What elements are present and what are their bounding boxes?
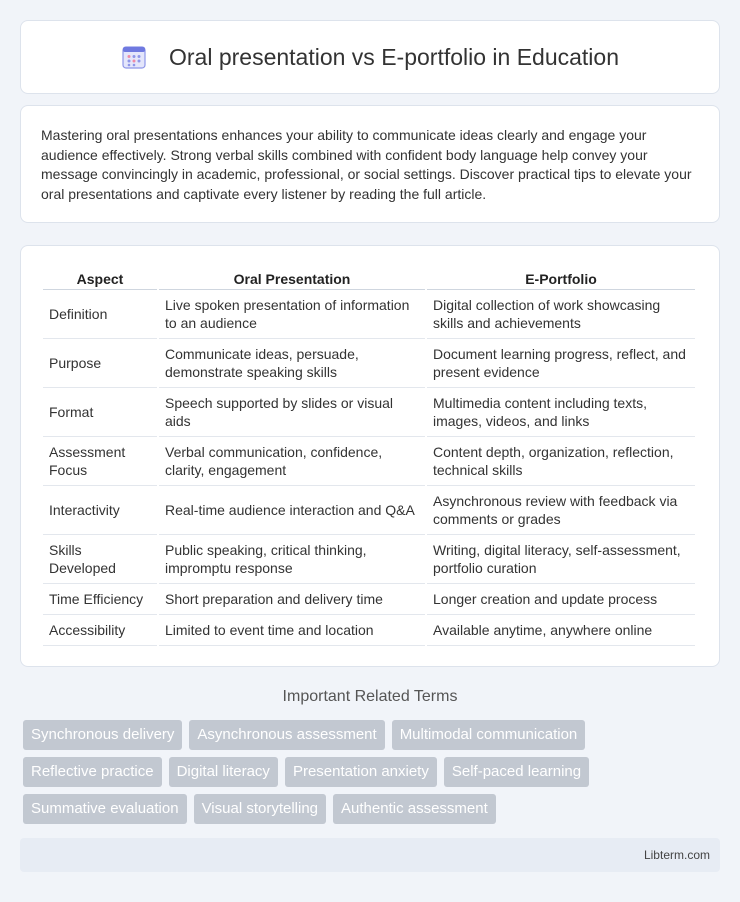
cell-eportfolio: Digital collection of work showcasing skills and achievements (427, 290, 695, 339)
cell-oral: Verbal communication, confidence, clarity, engagement (159, 437, 425, 486)
table-row (43, 339, 695, 388)
cell-eportfolio: Asynchronous review with feedback via comments or grades (427, 486, 695, 535)
cell-oral: Real-time audience interaction and Q&A (159, 486, 425, 535)
cell-oral: Short preparation and delivery time (159, 584, 425, 615)
related-term-tag[interactable]: Self-paced learning (444, 757, 589, 787)
cell-oral: Public speaking, critical thinking, impromptu response (159, 535, 425, 584)
cell-eportfolio: Longer creation and update process (427, 584, 695, 615)
intro-card (20, 105, 720, 223)
cell-aspect: Accessibility (43, 615, 157, 646)
related-term-tag[interactable]: Presentation anxiety (285, 757, 437, 787)
page-title: Oral presentation vs E-portfolio in Education (168, 43, 620, 70)
header-oral-presentation: Oral Presentation (159, 266, 425, 290)
table-header-row (43, 266, 695, 290)
table-row (43, 584, 695, 615)
cell-aspect: Format (43, 388, 157, 437)
related-term-tag[interactable]: Synchronous delivery (23, 720, 182, 750)
cell-aspect: Interactivity (43, 486, 157, 535)
table-row (43, 388, 695, 437)
cell-eportfolio: Document learning progress, reflect, and present evidence (427, 339, 695, 388)
table-row (43, 535, 695, 584)
comparison-table-card (20, 245, 720, 667)
related-term-tag[interactable]: Multimodal communication (392, 720, 586, 750)
calendar-grid-icon (121, 44, 147, 70)
cell-eportfolio: Writing, digital literacy, self-assessment, portfolio curation (427, 535, 695, 584)
comparison-table (41, 266, 697, 646)
title-card (20, 20, 720, 94)
related-term-tag[interactable]: Digital literacy (169, 757, 278, 787)
cell-aspect: Purpose (43, 339, 157, 388)
cell-oral: Communicate ideas, persuade, demonstrate speaking skills (159, 339, 425, 388)
header-e-portfolio: E-Portfolio (427, 266, 695, 290)
cell-oral: Limited to event time and location (159, 615, 425, 646)
related-term-tag[interactable]: Asynchronous assessment (189, 720, 384, 750)
table-row (43, 437, 695, 486)
cell-eportfolio: Content depth, organization, reflection, technical skills (427, 437, 695, 486)
related-terms-list (23, 720, 723, 831)
related-terms-title: Important Related Terms (282, 688, 458, 705)
header-aspect: Aspect (43, 266, 157, 290)
table-row (43, 290, 695, 339)
related-term-tag[interactable]: Reflective practice (23, 757, 162, 787)
related-term-tag[interactable]: Authentic assessment (333, 794, 496, 824)
table-row (43, 615, 695, 646)
cell-eportfolio: Multimedia content including texts, images, videos, and links (427, 388, 695, 437)
footer (20, 838, 720, 872)
intro-text: Mastering oral presentations enhances your ability to communicate ideas clearly and engage your audience effectively. Strong verbal skills combined with confident body language help convey your message convincingly in academic, professional, or social settings. Discover practical tips to elevate your oral presentations and captivate every listener by reading the full article. (41, 127, 692, 202)
cell-eportfolio: Available anytime, anywhere online (427, 615, 695, 646)
footer-brand-link[interactable]: Libterm.com (643, 848, 710, 862)
cell-oral: Live spoken presentation of information to an audience (159, 290, 425, 339)
table-row (43, 486, 695, 535)
cell-aspect: Assessment Focus (43, 437, 157, 486)
cell-aspect: Definition (43, 290, 157, 339)
cell-oral: Speech supported by slides or visual aids (159, 388, 425, 437)
cell-aspect: Skills Developed (43, 535, 157, 584)
cell-aspect: Time Efficiency (43, 584, 157, 615)
related-term-tag[interactable]: Summative evaluation (23, 794, 187, 824)
related-term-tag[interactable]: Visual storytelling (194, 794, 326, 824)
